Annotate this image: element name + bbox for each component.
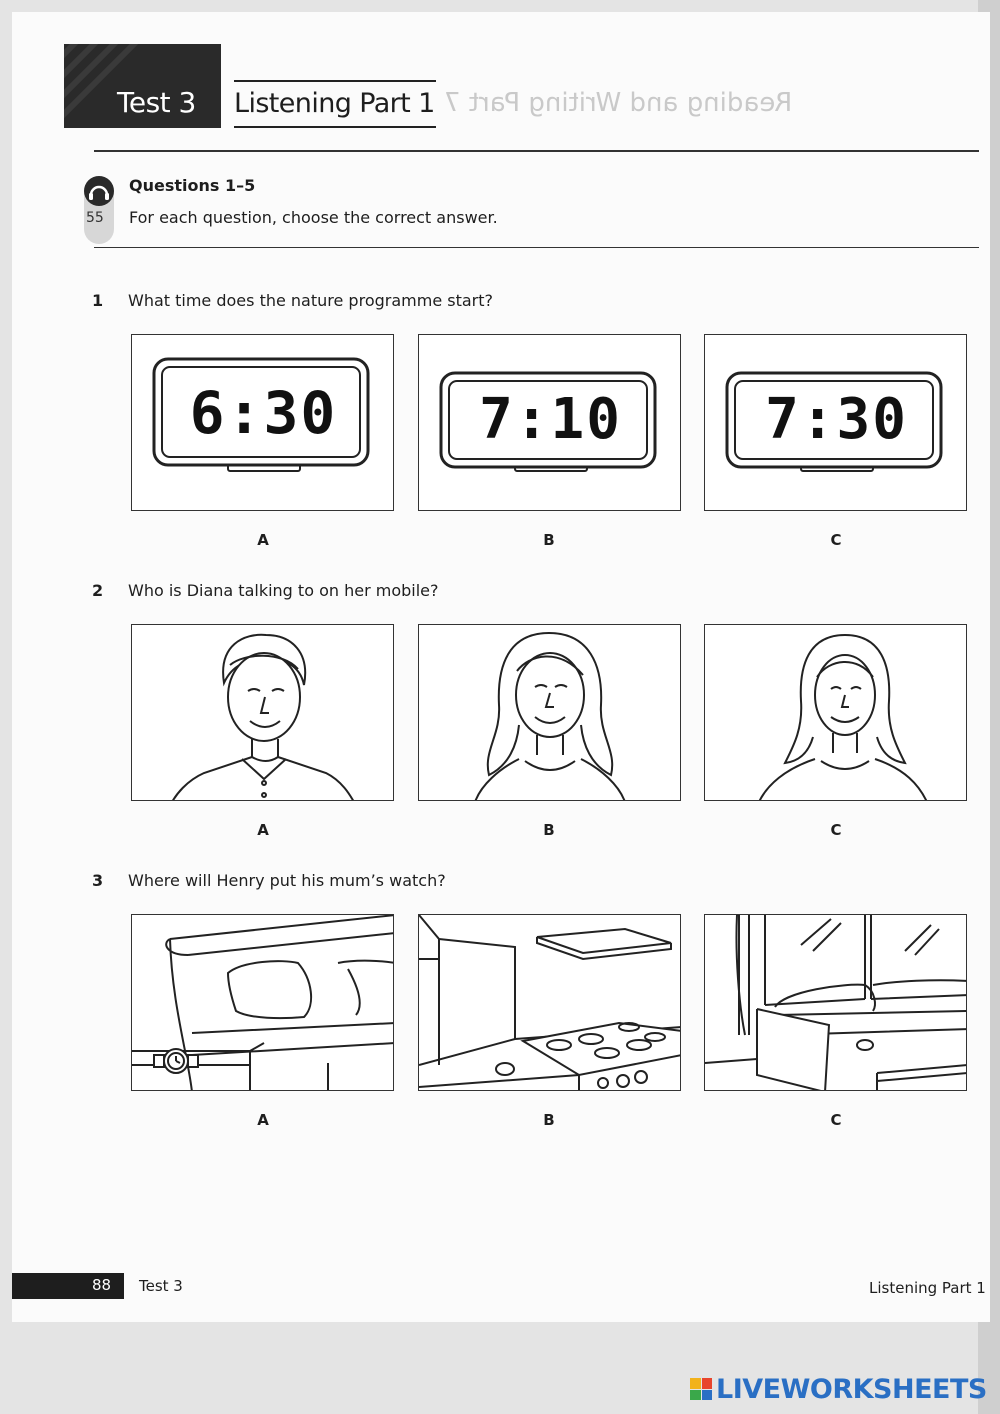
question-number: 2 (92, 581, 104, 600)
option-image-boy[interactable] (131, 624, 394, 801)
questions-range: Questions 1–5 (129, 176, 256, 195)
question-text: What time does the nature programme start? (128, 291, 493, 310)
woman-portrait (419, 625, 681, 801)
page-title: Listening Part 1 (234, 80, 436, 128)
footer-part-label: Listening Part 1 (869, 1279, 986, 1297)
instruction-text: For each question, choose the correct answer. (129, 208, 498, 227)
clock-time: 7:30 (765, 387, 908, 452)
clock-time: 6:30 (189, 379, 338, 447)
test-label: Test 3 (117, 86, 196, 119)
option-letter: A (257, 821, 269, 839)
option-image-woman[interactable] (418, 624, 681, 801)
page-number: 88 (92, 1276, 112, 1294)
option-image-kitchen[interactable] (418, 914, 681, 1091)
liveworksheets-logo-icon (690, 1378, 712, 1400)
footer-test-label: Test 3 (139, 1277, 183, 1295)
brand-text: LIVEWORKSHEETS (716, 1373, 987, 1405)
question-number: 3 (92, 871, 104, 890)
liveworksheets-brand[interactable] (690, 1372, 987, 1406)
track-number: 55 (86, 210, 104, 226)
top-divider (94, 150, 979, 152)
girl-portrait (705, 625, 967, 801)
option-image-living-room[interactable] (704, 914, 967, 1091)
option-letter: B (543, 531, 555, 549)
option-image-girl[interactable] (704, 624, 967, 801)
worksheet-page (12, 12, 990, 1322)
question-number: 1 (92, 291, 104, 310)
option-image-bedroom[interactable] (131, 914, 394, 1091)
kitchen-cooker-scene (419, 915, 681, 1091)
option-letter: B (543, 821, 555, 839)
question-text: Where will Henry put his mum’s watch? (128, 871, 446, 890)
option-letter: B (543, 1111, 555, 1129)
option-letter: A (257, 531, 269, 549)
bedside-table-scene (132, 915, 394, 1091)
clock-time: 7:10 (479, 387, 622, 452)
option-image-clock[interactable] (131, 334, 394, 511)
instructions-divider (94, 247, 979, 248)
question-text: Who is Diana talking to on her mobile? (128, 581, 439, 600)
option-image-clock[interactable] (418, 334, 681, 511)
option-letter: C (830, 531, 842, 549)
boy-portrait (132, 625, 394, 801)
option-letter: C (830, 821, 842, 839)
living-room-sofa-scene (705, 915, 967, 1091)
option-image-clock[interactable] (704, 334, 967, 511)
bleed-through-text: Reading and Writing Part 7 (444, 88, 793, 118)
option-letter: A (257, 1111, 269, 1129)
option-letter: C (830, 1111, 842, 1129)
